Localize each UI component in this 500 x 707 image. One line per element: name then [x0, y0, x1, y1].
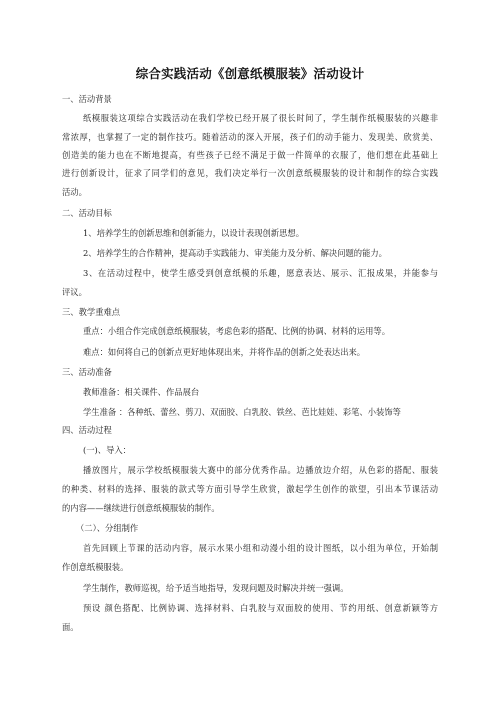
text-line: 的种类、材料的选择、服装的款式等方面引导学生欣赏，激起学生创作的欲望，引出本节课活动 [62, 484, 438, 494]
text-line: 作创意纸模服装。 [62, 562, 129, 572]
text-line: 2、培养学生的合作精神，提高动手实践能力、审美能力及分析、解决问题的能力。 [83, 248, 387, 258]
text-line: 教师准备：相关课件、作品展台 [83, 387, 200, 397]
text-line: 纸模服装这项综合实践活动在我们学校已经开展了很长时间了，学生制作纸模服装的兴趣非 [83, 113, 438, 123]
text-line: 学生制作，教师巡视，给予适当地指导，发现问题及时解决并统一强调。 [83, 583, 349, 593]
text-line: 预设 颜色搭配、比例协调、选择材料、白乳胶与双面胶的使用、节约用纸、创意新颖等方 [83, 603, 438, 613]
document-title: 综合实践活动《创意纸模服装》活动设计 [135, 66, 365, 81]
text-line: 二、活动目标 [62, 208, 112, 218]
text-line: 三、活动准备 [62, 367, 112, 377]
text-line: 播放图片，展示学校纸模服装大赛中的部分优秀作品。边播放边介绍，从色彩的搭配、服装 [83, 465, 438, 475]
text-line: 常浓厚，也掌握了一定的制作技巧。随着活动的深入开展，孩子们的动手能力、发现美、欣赏美、 [62, 132, 438, 142]
text-line: 难点：如何将自己的创新点更好地体现出来，并将作品的创新之处表达出来。 [83, 347, 366, 357]
text-line: 评议。 [62, 287, 87, 297]
text-line: 创造美的能力也在不断地提高，有些孩子已经不满足于做一件简单的衣服了，他们想在此基础上 [62, 150, 438, 160]
text-line: （二）、分组制作 [76, 523, 139, 533]
text-line: (一)、导入： [83, 445, 131, 455]
text-line: 三、教学重难点 [62, 307, 121, 317]
text-line: 1、培养学生的创新思维和创新能力，以设计表现创新思想。 [83, 228, 304, 238]
text-line: 进行创新设计，征求了同学们的意见，我们决定举行一次创意纸模服装的设计和制作的综合实践 [62, 168, 438, 178]
text-line: 四、活动过程 [62, 425, 112, 435]
text-line: 首先回顾上节课的活动内容，展示水果小组和动漫小组的设计图纸，以小组为单位，开始制 [83, 543, 438, 553]
text-line: 一、活动背景 [62, 94, 112, 104]
text-line: 面。 [62, 622, 79, 632]
text-line: 3、在活动过程中，使学生感受到创意纸模的乐趣，愿意表达、展示、汇报成果，并能参与 [83, 268, 438, 278]
text-line: 的内容——继续进行创意纸模服装的制作。 [62, 503, 220, 513]
text-line: 活动。 [62, 187, 87, 197]
text-line: 学生准备 ：各种纸、蕾丝、剪刀、双面胶、白乳胶、铁丝、芭比娃娃、彩笔、小装饰等 [83, 407, 401, 417]
text-line: 重点：小组合作完成创意纸模服装，考虑色彩的搭配、比例的协调、材料的运用等。 [83, 326, 390, 336]
